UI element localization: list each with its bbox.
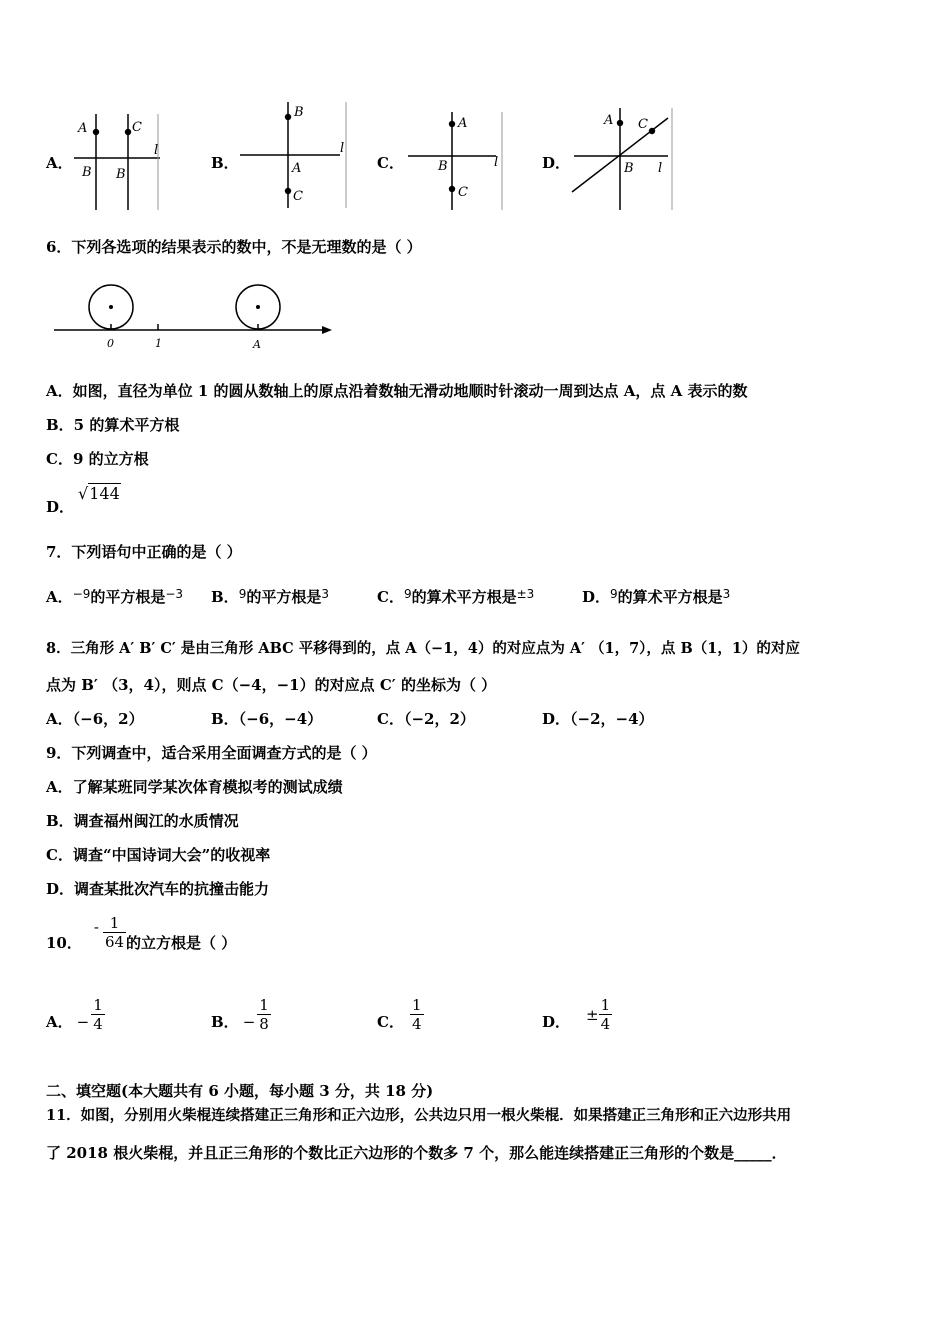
q7-stem: 7．下列语句中正确的是（ ） (46, 543, 242, 561)
q10-option-a-label: A． (46, 1013, 73, 1031)
q5a-label-b1: B (82, 165, 92, 180)
q10-option-b-den: 8 (259, 1015, 269, 1033)
q5c-label-l: l (494, 155, 499, 170)
q7-option-d-label: D． (582, 588, 611, 606)
q7-option-c-v1: 9 (403, 587, 412, 601)
q10-option-c-fraction (410, 996, 424, 1033)
q10-option-b-sign: − (242, 1012, 256, 1031)
q10-tail: 的立方根是（ ） (126, 934, 237, 952)
q6-option-d-value (78, 484, 121, 503)
q10-option-a-num: 1 (93, 996, 103, 1014)
q5d-label-b: B (624, 161, 634, 176)
q10-option-c-den: 4 (411, 1015, 422, 1033)
q5-option-d-label: D． (542, 154, 571, 172)
q5d-label-a: A (604, 113, 614, 128)
q10-option-d-num: 1 (600, 996, 611, 1014)
q6-option-d (46, 484, 121, 517)
q5-option-a-label: A． (46, 154, 73, 172)
q7-option-b (211, 586, 329, 607)
q7-option-d (582, 586, 730, 607)
q7-option-c-label: C． (377, 588, 404, 606)
q6-radicand: 144 (89, 484, 120, 503)
q8-option-a: A．（−6，2） (46, 710, 144, 728)
q10-fraction (103, 914, 126, 951)
q7-option-c-text: 的算术平方根是 (411, 588, 517, 606)
q6-tick-0: 0 (107, 337, 114, 350)
q5d-label-c: C (638, 117, 648, 132)
q7-option-b-v2: 3 (321, 587, 329, 601)
q10-option-b-fraction (257, 996, 271, 1033)
q10-option-a (46, 996, 105, 1033)
q5a-label-c: C (132, 120, 142, 135)
q6-tick-a: A (253, 338, 261, 351)
q11-line-1: 11．如图，分别用火柴棍连续搭建正三角形和正六边形，公共边只用一根火柴棍．如果搭建正三角形和正六边形共用 (46, 1107, 792, 1124)
q6-number-line-figure (50, 280, 335, 352)
q10-frac-num: 1 (103, 914, 126, 933)
q6-tick-1: 1 (155, 337, 162, 350)
q10-option-b-num: 1 (259, 996, 269, 1014)
q7-option-b-text: 的平方根是 (246, 588, 322, 606)
q5-figure-a (70, 112, 162, 212)
q10-option-a-sign: − (76, 1012, 90, 1031)
q5a-label-b2: B (116, 167, 126, 182)
q5c-label-c: C (458, 185, 468, 200)
q5b-label-l: l (340, 141, 345, 156)
sqrt-sign-icon: √ (78, 484, 89, 503)
q7-option-b-v1: 9 (238, 587, 247, 601)
q10-option-b (211, 996, 271, 1033)
q11-line-2: 了 2018 根火柴棍，并且正三角形的个数比正六边形的个数多 7 个，那么能连续搭建正三角形的个数是_____． (46, 1144, 787, 1162)
q7-option-a-label: A． (46, 588, 73, 606)
q9-stem: 9．下列调查中，适合采用全面调查方式的是（ ） (46, 744, 377, 762)
q7-option-d-v2: 3 (722, 587, 731, 601)
q10-option-a-fraction (91, 996, 105, 1033)
q7-option-b-label: B． (211, 588, 239, 606)
q5a-label-a: A (78, 121, 88, 136)
q5-figure-b (236, 100, 348, 212)
q8-line-1: 8．三角形 A′ B′ C′ 是由三角形 ABC 平移得到的，点 A（−1，4）的对应点为 A′ （1，7），点 B（1，1）的对应 (46, 640, 800, 657)
q10-sign: - (93, 917, 99, 936)
q10-option-a-den: 4 (93, 1015, 103, 1033)
q10-option-d-sign: ± (586, 1005, 599, 1024)
q5c-label-a: A (458, 116, 468, 131)
q5a-label-l: l (154, 143, 159, 158)
q10-option-d-den: 4 (600, 1015, 611, 1033)
q10-number: 10． (46, 934, 82, 952)
q6-stem: 6．下列各选项的结果表示的数中，不是无理数的是（ ） (46, 238, 422, 256)
q6-option-b: B．5 的算术平方根 (46, 416, 180, 434)
q9-option-b: B．调查福州闽江的水质情况 (46, 812, 239, 830)
q6-option-a: A．如图，直径为单位 1 的圆从数轴上的原点沿着数轴无滑动地顺时针滚动一周到达点 A，点 A 表示的数 (46, 382, 748, 400)
q10-option-d (542, 996, 612, 1033)
q9-option-d: D．调查某批次汽车的抗撞击能力 (46, 880, 270, 898)
q10-option-c (377, 996, 424, 1033)
q10-option-c-label: C． (377, 1013, 404, 1031)
q7-option-a (46, 586, 183, 607)
q8-option-c: C．（−2，2） (377, 710, 475, 728)
q10-frac-den: 64 (104, 933, 125, 951)
q7-option-a-v2: −3 (165, 587, 184, 601)
q7-option-a-text: 的平方根是 (90, 588, 166, 606)
q5-figure-d (570, 106, 674, 212)
q7-option-d-v1: 9 (610, 587, 618, 601)
section-2-title: 二、填空题(本大题共有 6 小题，每小题 3 分，共 18 分) (46, 1082, 434, 1100)
q9-option-c: C．调查“中国诗词大会”的收视率 (46, 846, 271, 864)
q8-line-2: 点为 B′ （3，4），则点 C（−4，−1）的对应点 C′ 的坐标为（ ） (46, 676, 497, 694)
q6-option-c: C．9 的立方根 (46, 450, 149, 468)
q10-stem (46, 912, 236, 953)
q8-option-b: B．（−6，−4） (211, 710, 323, 728)
q7-option-c (377, 586, 534, 607)
q5-option-b-label: B． (211, 154, 239, 172)
q5b-label-b: B (294, 105, 304, 120)
q10-option-b-label: B． (211, 1013, 239, 1031)
q5c-label-b: B (438, 159, 448, 174)
q5d-label-l: l (658, 161, 663, 176)
q5-figure-c (404, 110, 504, 212)
q9-option-a: A．了解某班同学某次体育模拟考的测试成绩 (46, 778, 343, 796)
q5b-label-a: A (292, 161, 302, 176)
q8-option-d: D．（−2，−4） (542, 710, 654, 728)
q7-option-c-v2: ±3 (516, 587, 535, 601)
q10-option-d-fraction (599, 996, 613, 1033)
q5b-label-c: C (293, 189, 303, 204)
q10-option-d-label: D． (542, 1013, 571, 1031)
q10-option-c-num: 1 (411, 996, 422, 1014)
q5-option-c-label: C． (377, 154, 404, 172)
q7-option-d-text: 的算术平方根是 (617, 588, 723, 606)
q7-option-a-v1: −9 (72, 587, 91, 601)
q6-option-d-label: D． (46, 498, 75, 516)
